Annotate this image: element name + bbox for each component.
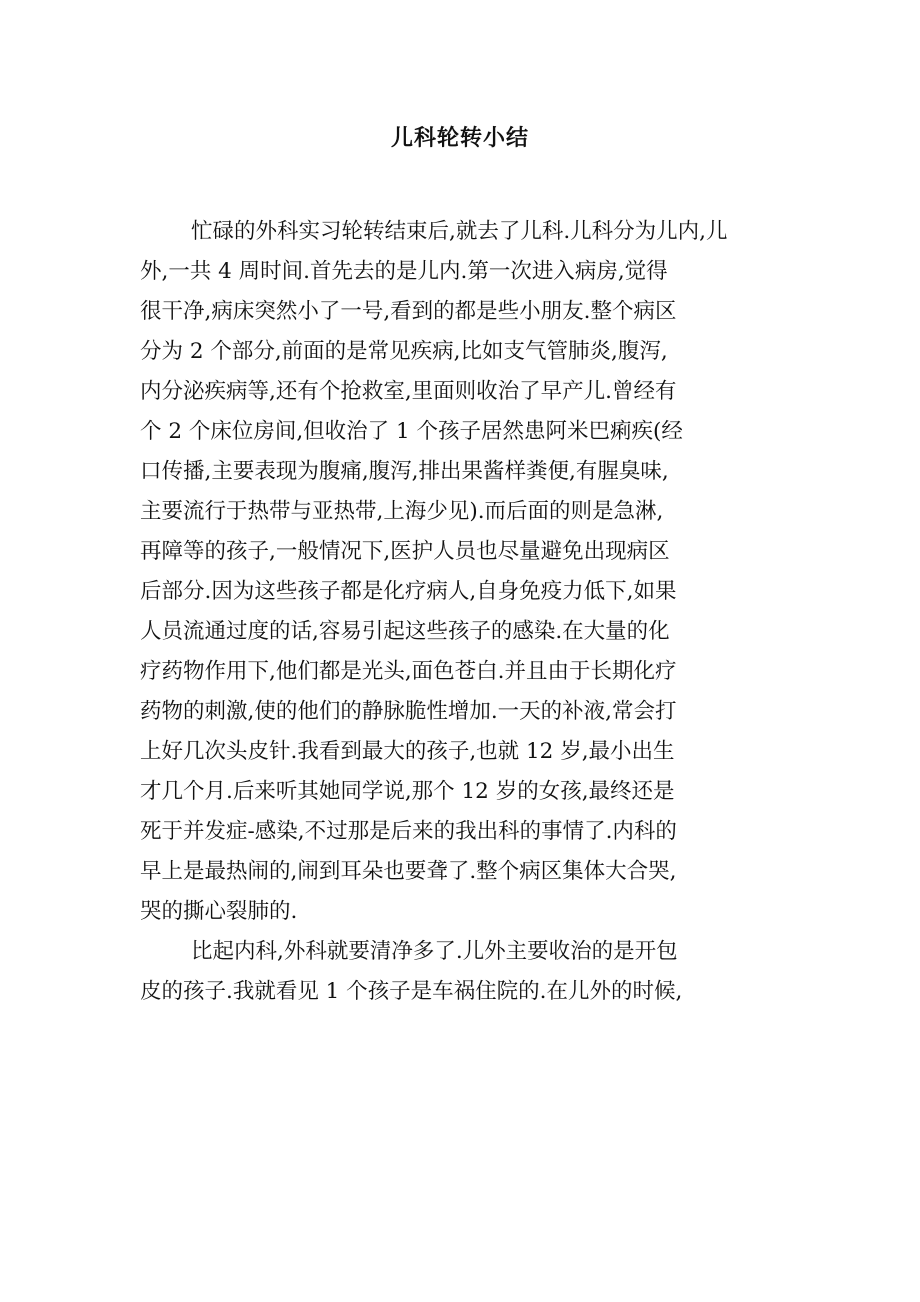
text-line: 忙碌的外科实习轮转结束后,就去了儿科.儿科分为儿内,儿 bbox=[191, 219, 728, 244]
text-line: 分为 2 个部分,前面的是常见疾病,比如支气管肺炎,腹泻, bbox=[140, 339, 668, 364]
text-line: 个 2 个床位房间,但收治了 1 个孩子居然患阿米巴痢疾(经 bbox=[140, 419, 683, 444]
text-line: 死于并发症-感染,不过那是后来的我出科的事情了.内科的 bbox=[140, 819, 677, 844]
text-line: 口传播,主要表现为腹痛,腹泻,排出果酱样粪便,有腥臭味, bbox=[140, 459, 669, 484]
text-line: 主要流行于热带与亚热带,上海少见).而后面的则是急淋, bbox=[140, 499, 664, 524]
text-line: 很干净,病床突然小了一号,看到的都是些小朋友.整个病区 bbox=[140, 299, 677, 324]
text-line: 后部分.因为这些孩子都是化疗病人,自身免疫力低下,如果 bbox=[140, 579, 677, 604]
text-line: 比起内科,外科就要清净多了.儿外主要收治的是开包 bbox=[191, 939, 678, 964]
text-line: 早上是最热闹的,闹到耳朵也要聋了.整个病区集体大合哭, bbox=[140, 859, 677, 884]
document-body bbox=[140, 212, 810, 1012]
paragraph-1 bbox=[140, 212, 810, 932]
text-line: 疗药物作用下,他们都是光头,面色苍白.并且由于长期化疗 bbox=[140, 659, 677, 684]
text-line: 才几个月.后来听其她同学说,那个 12 岁的女孩,最终还是 bbox=[140, 779, 675, 804]
document-title: 儿科轮转小结 bbox=[390, 125, 529, 151]
paragraph-2 bbox=[140, 932, 810, 1012]
text-line: 内分泌疾病等,还有个抢救室,里面则收治了早产儿.曾经有 bbox=[140, 379, 677, 404]
text-line: 再障等的孩子,一般情况下,医护人员也尽量避免出现病区 bbox=[140, 539, 670, 564]
text-line: 上好几次头皮针.我看到最大的孩子,也就 12 岁,最小出生 bbox=[140, 739, 675, 764]
text-line: 人员流通过度的话,容易引起这些孩子的感染.在大量的化 bbox=[140, 619, 670, 644]
text-line: 哭的撕心裂肺的. bbox=[140, 899, 298, 924]
text-line: 药物的刺激,使的他们的静脉脆性增加.一天的补液,常会打 bbox=[140, 699, 677, 724]
text-line: 外,一共 4 周时间.首先去的是儿内.第一次进入病房,觉得 bbox=[140, 259, 668, 284]
text-line: 皮的孩子.我就看见 1 个孩子是车祸住院的.在儿外的时候, bbox=[140, 979, 683, 1004]
